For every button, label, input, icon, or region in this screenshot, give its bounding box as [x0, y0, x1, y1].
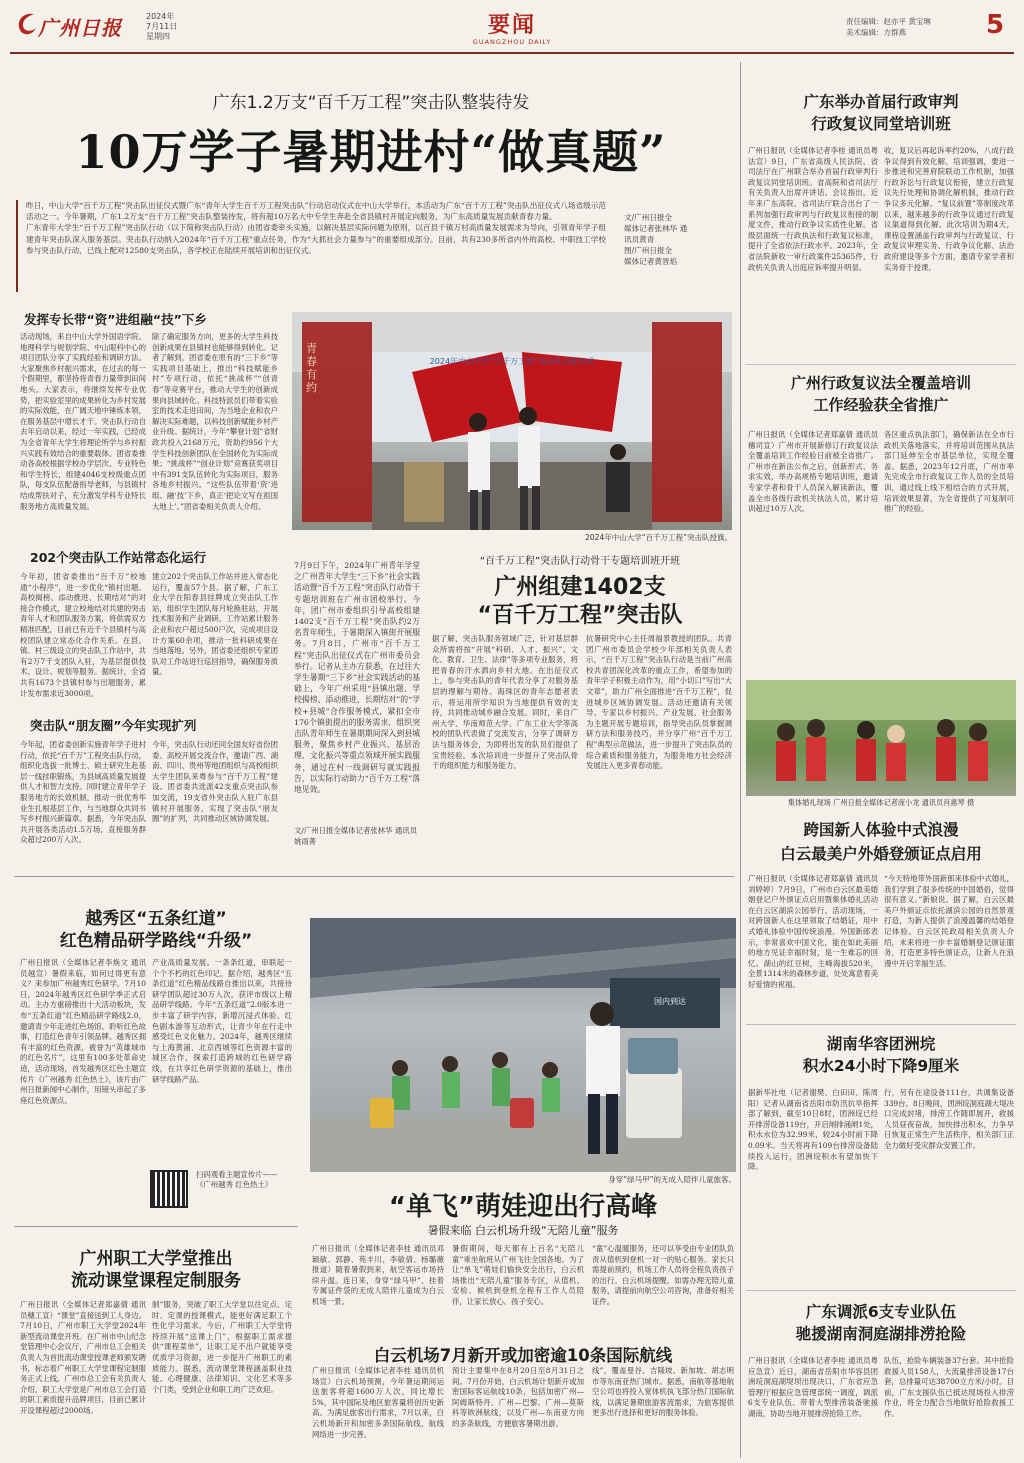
airport-sign: 国内到达	[654, 997, 686, 1006]
right4-col1: 据新华社电（记者谢樊、白田田、陈周阳）记者从湖南省岳阳市防汛抗旱指挥部了解到，截至10日8时，团洲垸已经开排涝设备119台，开启闸排涌闸1处，积水水位为32.99米，较24小时前下降0.09米。当天将再有109台排涝设备陆续投入运行，团洲垸积水有望加快下降。	[748, 1088, 878, 1172]
vocational-col1: 广州日报讯（全媒体记者郑嘉倩 通讯员穗工宣）“课堂”直接送到工人身边。7月10日，广州市职工大学堂2024年新型流动课堂开班。在广州市中山纪念堂管理中心会议厅，广州市总工会相关负责人为首批流动课堂授课老师颁发聘书，标志着广州职工大学堂课程定制服务正式上线。广州市总工会有关负责人介绍，职工大学堂是广州市总工会打造的职工素质提升品牌项目，目前已累计开设课程超过2000场。	[20, 1300, 146, 1415]
right4-headline-l1: 湖南华容团洲垸	[826, 1035, 936, 1053]
right1-headline-l2: 行政复议同堂培训班	[811, 115, 951, 133]
right5-headline-l2: 驰援湖南洞庭湖排涝抢险	[795, 1325, 967, 1343]
divider	[14, 1226, 298, 1227]
sub1-title: 发挥专长带“资”进组融“技”下乡	[24, 312, 207, 327]
column-divider	[740, 62, 741, 1458]
qr-code	[150, 1170, 188, 1208]
sub3-col1: 今年起，团省委创新实施青年学子进村行动，依托“百千万”工程突击队行动，组织化选拔一批博士、硕士研究生赴基层一线挂职锻炼，为县域高质量发展提供人才和智力支持。同时建立青年学子服务地方的长效机制，推动一批优秀毕业生扎根基层工作，与当地群众共同书写乡村振兴新篇章。据悉，今年突击队共开展各类活动1.5万场，直接服务群众超过200万人次。	[20, 740, 146, 845]
baiyun-col3: “童”心温暖服务，还可以享受由专业团队负责从值机到登机一对一的贴心服务。家长只需提前预约，机场工作人员将全程负责孩子的出行。白云机场提醒，如需办理无陪儿童服务，请提前向航空公司咨询，准备好相关证件。	[592, 1244, 734, 1306]
right3-headline-l2: 白云最美户外婚登颁证点启用	[780, 845, 982, 863]
yuexiu-col1: 广州日报讯（全媒体记者李焕文 通讯员越宣）暑假来临，如何过得更有意义？来参加广州越秀红色研学。7月10日，2024年越秀区红色研学季正式启动。主办方重磅推出十大活动板块，发布“五条红道”红色精品研学路线2.0，邀请青少年走进红色场馆、聆听红色故事，打造红色青年引领品牌。越秀区拥有丰富的红色资源，被誉为“英雄城市的红色名片”，这里有100多处革命史迹，活动现场，首发越秀区红色主题宣传片《广州越秀 红色热土》，该片由广州日报新闻中心制作，用镜头串起了多座红色资源点。	[20, 958, 146, 1105]
article-1402-kicker: “百千万工程”突击队行动骨干专题培训班开班	[479, 556, 681, 567]
editor-credits	[846, 16, 931, 38]
right2-headline-l2: 工作经验获全省推广	[813, 396, 949, 414]
art-editor-line: 美术编辑：方群燕	[846, 28, 906, 37]
divider	[746, 1024, 1016, 1025]
airport-illustration	[310, 918, 736, 1172]
right1-col1: 广州日报讯（全媒体记者李桂 通讯员粤法宣）9日，广东省高级人民法院、省司法厅在广州联合举办首届行政审判行政复议同堂培训班。省高院和省司法厅有关负责人出席并讲话。会议指出，近年来广东高院、省司法厅联合出台了一系列加强行政审判与行政复议衔接的制度文件，推动行政争议实质性化解。省级层面统一行政执法和行政复议标准，提升了全省依法行政水平。2023年，全省法院新收一审行政案件25365件，行政机关负责人出庭应诉率提升明显。	[748, 146, 878, 272]
date-weekday: 星期四	[146, 32, 170, 41]
photo-wedding	[746, 680, 1016, 796]
lead-intro-box	[16, 200, 608, 292]
logo-swirl-icon	[14, 10, 40, 38]
sub1-col2: 除了确定服务方向，更多的大学生科技创新成果在县镇村也能够得到转化。记者了解到，团省委在原有的“三下乡”等实践项目基础上，推出“科技赋能乡村”专项行动，依托“挑战杯”“创青春”等竞赛平台，推动大学生的创新成果向县域转化。科技特派员们带着实验室的技术走进田间，为当地企业和农户解决实际难题，以科技创新赋能乡村产业升级。据统计，今年“攀登计划”省财政共投入2168万元，资助约956个大学生科技创新团队在全国转化为实际成果；“挑战杯”“创业计划”竞赛获奖项目中有391支队伍转化为实际项目，服务各地乡村振兴。“这些队伍带着‘资’进组、融‘技’下乡，真正‘把论文写在祖国大地上’。”团省委相关负责人介绍。	[152, 332, 278, 511]
sub1-col1: 活动现场，来自中山大学外国语学院、地理科学与规划学院、中山眼科中心的项目团队分享了实践经验和调研方法。大家聚焦乡村振兴需求，在过去的每一个假期里，都坚持将青春力量带到田间地头。大家表示，将继续发挥专业优势，把实验室里的成果转化为乡村发展的实际效能，在广阔天地中锤炼本领，在服务基层中增长才干。突击队行动自去年启动以来，经过一年实践，已经成为全省青年大学生将理论所学与乡村振兴实践有效结合的重要载体。团省委推动各高校根据学校办学层次、专业特色和学生特长，组建4046支校级重点团队，每支队伍配备指导老师，与县镇村结成帮扶对子，充分激发学科专业特长服务地方高质量发展。	[20, 332, 146, 511]
logo-text: 广州日报	[38, 16, 122, 40]
yuexiu-col2: 产业高质量发展。一条条红道，串联起一个个不朽的红色印记。据介绍，越秀区“五条红道”红色精品线路自推出以来，共接待研学团队超过30万人次，获评市级以上精品研学线路。今年“五条红道”2.0版本进一步丰富了研学内容，新增沉浸式体验、红色剧本游等互动形式，让青少年在行走中感受红色文化魅力。2024年，越秀区继续与上海黄浦、北京西城等红色资源丰富的城区合作，探索打造跨城的红色研学路线，在共享红色研学资源的基础上，推出研学线路产品。	[152, 958, 292, 1084]
sub2-col1: 今年初，团省委推出“百千万”校地通“小程序”，进一步优化“镇村出题、高校揭榜、添动推进、长期结对”的对接合作模式，建立校地结对共建的突击青年人才和团队服务方案，将供需双方精准匹配，目前已有近千个县镇村与高校团队建立常态化合作关系。在县、镇、村三级设立的突击队工作站中，共有2万7千支团队入驻，为基层提供技术、设计、规划等服务。据统计，全省共有1673个县镇村参与出题服务，累计发布需求近3000项。	[20, 572, 146, 698]
baiyun-intl-col1: 广州日报讯（全媒体记者李桂 通讯员机场宣）白云机场预测，今年暑运期间运送旅客将超1600万人次，同比增长5%，其中国际及地区旅客量将创历史新高。为满足旅客出行需求，7月以来，白云机场新开和加密多条国际航线，航线网络进一步完善。	[312, 1366, 444, 1439]
baiyun-intl-col2: 预计主要集中在8月20日至8月31日之间。7月份开始，白云机场计划新开或加密国际客运航线10条，包括加密广州—阿姆斯特丹、广州—巴黎、广州—莫斯科等欧洲航线，以及广州—东南亚方向的多条航线，方便旅客暑期出游。	[452, 1366, 584, 1428]
right5-col2: 队伍，抢险车辆装备37台套。其中抢险救援人员158人，大流量排涝设备17台套，总排量可达38700立方米/小时。目前，广东支援队伍已抵达现场投入排涝作业，将全力配合当地做好抢险救援工作。	[884, 1356, 1014, 1418]
lead-kicker: 广东1.2万支“百千万工程”突击队整装待发	[212, 93, 530, 113]
photo1-banner-text: 2024年中山大学“百千万工程”突击队出征仪式	[429, 357, 595, 366]
issue-date	[146, 12, 177, 42]
sub2-title: 202个突击队工作站常态化运行	[30, 550, 207, 565]
qr-caption: 扫码观看主题宣传片——《广州越秀 红色热土》	[196, 1170, 278, 1190]
masthead	[0, 0, 1024, 58]
vocational-col2: 制”服务，突破了职工大学堂以往定点、定时、定课的授课模式，能更好满足职工个性化学习需求。今后，广州职工大学堂将持续开展“送课上门”，根据职工需求提供“课程菜单”，让职工足不出户就能享受优质学习资源，进一步提升广州职工的素质能力。据悉，流动课堂课程涵盖职业技能、心理健康、法律知识、文化艺术等多个门类，受到企业和职工的广泛欢迎。	[152, 1300, 292, 1394]
right3-headline-l1: 跨国新人体验中式浪漫	[803, 821, 959, 839]
yuexiu-headline-l2: 红色精品研学路线“升级”	[59, 931, 253, 951]
baiyun-intl-col3: 线”，覆盖曼谷、吉隆坡、新加坡、胡志明市等东南亚热门城市。据悉，南航等基地航空公司也将投入宽体机执飞部分热门国际航线，以满足暑期旅游客流需求，为旅客提供更多出行选择和更好的服务体验。	[592, 1366, 734, 1418]
divider	[746, 1290, 1016, 1291]
baiyun-headline: “单飞”萌娃迎出行高峰	[388, 1192, 658, 1222]
baiyun-subhead: 暑假来临 白云机场升级“无陪儿童”服务	[427, 1224, 619, 1237]
vocational-headline-l2: 流动课堂课程定制服务	[71, 1271, 241, 1291]
right2-col2: 各区重点执法部门，确保新法在全市行政机关落地落实，并将培训范围从执法部门延伸至全市基层单位，实现全覆盖。据悉，2023年12月底，广州市率先完成全市行政复议工作人员的全员培训，通过线上线下相结合的方式开展，培训效果显著，为全省提供了可复制可推广的经验。	[884, 430, 1014, 514]
lead-intro-p1: 昨日，中山大学“百千万工程”突击队出征仪式暨广东“青年大学生百千万工程突击队”行动启动仪式在中山大学举行，本活动为广东“百千万工程”突击队出征仪式八场省级示范活动之一。今年暑期，广东1.2万支“百千万工程”突击队整装待发，将有超10万名大中专学生奔赴全省县镇村开展定向服务，为广东高质量发展贡献青春力量。	[26, 201, 606, 222]
divider	[14, 876, 734, 877]
lead-intro	[26, 200, 606, 292]
mid-story-byline: 文/广州日报全媒体记者张林华 通讯员姚雨菁	[294, 826, 418, 846]
right2-col1: 广州日报讯（全媒体记者郑嘉倩 通讯员穗司宣）广州市开展新修订行政复议法全覆盖培训工作经验日前被全省推广。广州市在新法公布之后，创新形式、务求实效，举办高规格专题培训班，邀请专家学者和骨干人员深入解读新法，覆盖全市各级行政机关执法人员，累计培训超过10万人次。	[748, 430, 878, 514]
photo1-side-text: 青春有约	[306, 342, 317, 394]
right1-col2: 收，复议后再起诉率约20%，八成行政争议得到有效化解。培训强调，要进一步推进和完善府院联动工作机制，加强行政诉讼与行政复议衔接，建立行政复议先行处理和协调化解机制，推动行政争议多元化解。“复议前置”等制度改革以来，越来越多的行政争议通过行政复议渠道得到化解。此次培训为期4天，课程设置涵盖行政审判与行政复议、行政复议审理实务、行政争议化解、法治政府建设等多个方面，邀请专家学者和实务骨干授课。	[884, 146, 1014, 272]
right4-headline-l2: 积水24小时下降9厘米	[802, 1057, 960, 1075]
right2-headline-l1: 广州行政复议法全覆盖培训	[790, 374, 971, 392]
byline-line: 文/广州日报全	[624, 213, 673, 222]
byline-line: 讯员黄青	[624, 235, 655, 244]
section-title-en: GUANGZHOU DAILY	[472, 38, 552, 46]
photo3-caption: 集体婚礼现场 广州日报全媒体记者庞小龙 通讯员肖惠琴 摄	[787, 798, 975, 807]
flag-ceremony-illustration	[292, 312, 732, 530]
baiyun-col1: 广州日报讯（全媒体记者李桂 通讯员邓颖敏、郭静、苑丰川、李敏倩、杨璐薇报道）随着暑假到来，航空客运市场持续升温。连日来，身穿“绿马甲”、挂着专属证件袋的无成人陪伴儿童成为白云机场一景。	[312, 1244, 444, 1306]
editor-line: 责任编辑：赵亦平 黄宝琳	[846, 17, 931, 26]
article-1402-col2: 抗暑研究中心主任周福景教授的团队。共青团广州市委员会学校少年部相关负责人表示，“百千万工程”突击队行动是当前广州高校共青团深化改革的重点工作，希望参加的青年学子积极主动作为，用“小切口”写出“大文章”，助力广州全面推进“百千万工程”，促进城乡区域协调发展。活动还邀请有关领导、专家以乡村振兴、产业发展、社会服务为主题开展专题培训，指导突击队员掌握调研方法和服务技巧，并分享广州“百千万工程”典型示范做法，进一步提升了突击队员的综合素质和服务能力，为服务地方社会经济发展注入更多青春动能。	[586, 634, 732, 771]
wedding-illustration	[746, 680, 1016, 796]
divider	[746, 364, 1016, 365]
right5-headline-l1: 广东调派6支专业队伍	[805, 1303, 957, 1321]
page-number: 5	[985, 10, 1005, 40]
right3-col1: 广州日报讯（全媒体记者郑嘉倩 通讯员刘婷婷）7月9日，广州市白云区最美婚姻登记户外颁证点启用暨集体婚礼活动在白云区湖滨公园举行。活动现场，一对跨国新人在这里领取了结婚证，用中式婚礼体验中国传统浪漫。外国新郎表示，非常喜欢中国文化，能在如此美丽的地方见证幸福时刻，是一生难忘的回忆。湖山的红豆树，主峰海拔520米，全景1314米的森林步道，处处寓意着美好爱情的祝福。	[748, 874, 878, 989]
vocational-headline-l1: 广州职工大学堂推出	[79, 1249, 233, 1269]
right4-col2: 行，另有在途设备111台，共调集设备339台。8日晚间，团洲垸洞庭湖大堤决口完成封堵，排涝工作随即展开，救援人员昼夜奋战，加快排出积水，力争早日恢复正常生产生活秩序，相关部门正全力做好受灾群众安置工作。	[884, 1088, 1014, 1150]
photo-airport-children	[310, 918, 736, 1172]
article-1402-col1: 据了解，突击队服务领域广泛，针对基层群众所需将按“开展“科研、人才、振兴”、文化、教育、卫生、法律”等多项专业服务，将把青春的汗水洒向乡村大地。在出征仪式上，参与突击队的青年代表分享了对服务基层的理解与期待。海珠区的青年志愿者表示，将运用所学知识为当地提供有效的支持，共同推动城乡融合发展。同时，来自广州大学、华南师范大学、广东工业大学等高校的团队代表做了交流发言，分享了调研方法与服务体会，为即将出发的队员们提供了宝贵经验。本次培训进一步提升了突击队骨干的组织能力和服务能力。	[432, 634, 578, 771]
sub3-title: 突击队“朋友圈”今年实现扩列	[30, 718, 197, 733]
lead-intro-p2: 广东青年大学生“百千万工程”突击队行动（以下简称突击队行动）由团省委牵头实施，以解决基层实际问题为原则，以百县千镇万村高质量发展需求为导向，引领青年学子组建青年突击队深入服务基层。突击队行动纳入2024年“百千万工程”重点任务，作为“大抓社会力量参与”的重要组成部分。目前，共有230多所省内外的高校、中职技工学校参与突击队行动，已线上配对12580支突击队，各学校正在陆续开展培训和出征仪式。	[26, 223, 606, 255]
photo1-caption: 2024年中山大学“百千万工程”突击队授旗。	[585, 533, 732, 542]
right3-col2: “今天特地带外国新郎来体验中式婚礼，我们学到了很多传统的中国婚俗，觉得很有意义。”新娘说。据了解，白云区最美户外颁证点依托湖滨公园的自然景观打造，为新人提供了浪漫温馨的结婚登记体验。白云区民政局相关负责人介绍，未来将进一步丰富婚姻登记颁证服务，打造更多特色颁证点，让新人在浪漫中开启幸福生活。	[884, 874, 1014, 968]
lead-byline	[624, 212, 728, 267]
photo-flag-ceremony	[292, 312, 732, 530]
right1-headline-l1: 广东举办首届行政审判	[803, 93, 959, 111]
photo2-caption: 身穿“绿马甲”的无成人陪伴儿童旅客。	[608, 1175, 736, 1184]
article-1402-headline-l1: 广州组建1402支	[494, 575, 666, 600]
sub2-col2: 建立202个突击队工作站并进入常态化运行，覆盖57个县。据了解，广东工业大学在阳春县挂牌成立突击队工作站，组织学生团队每月轮换驻站，开展技术服务和产业调研。工作站累计服务企业和农户超过500户次，完成项目设计方案60余项，推动一批科研成果在当地落地。另外，团省委还组织专家团队对工作站进行巡回指导，确保服务质量。	[152, 572, 278, 677]
yuexiu-headline-l1: 越秀区“五条红道”	[85, 909, 227, 929]
byline-line: 媒体记者黄晋焰	[624, 257, 678, 266]
article-1402-headline-l2: “百千万工程”突击队	[477, 603, 683, 628]
date-year: 2024年	[146, 12, 175, 21]
newspaper-logo	[14, 8, 124, 40]
mid-story-text: 7月9日下午，2024年广州青年学堂之广州青年大学生“三下乡”社会实践活动暨“百千万工程”突击队行动骨干专题培训班在广州市团校举行。今年，团广州市委组织引导高校组建1402支“百千万工程”突击队约2万名青年师生，于暑期深入镇街开展服务。7月8日，广州市“百千万工程”突击队出征仪式在广州市委员会举行。记者从主办方获悉，在过往大学生暑期“三下乡”社会实践活动的基础上，今年广州采用“县镇出题、学校揭榜、添动推进、长期结对”的“学校+县城”合作服务模式，紧扣全市176个镇街提出的服务需求，组织突击队青年师生在暑期期间深入到县城服务，聚焦乡村产业振兴、基层治理、文化振兴等重点领域开展实践服务，通过在村一线调研写就实践报告，以实际行动助力“百千万工程”落地见效。	[294, 561, 420, 795]
byline-line: 图/广州日报全	[624, 246, 673, 255]
right5-col1: 广州日报讯（全媒体记者李桂 通讯员粤应急宣）近日，湖南省岳阳市华容县团洲垸洞庭湖堤坝出现决口，广东省应急管理厅根据应急管理部统一调度，调派6支专业队伍、带着大型排涝装备驰援湖南，协助当地开展排涝抢险工作。	[748, 1356, 878, 1418]
byline-line: 媒体记者张林华 通	[624, 224, 688, 233]
baiyun-col2: 暑假期间，每天都有上百名“无陪儿童”乘坐航班从广州飞往全国各地。为了让“单飞”萌娃们愉快安全出行，白云机场推出“无陪儿童”服务专区，从值机、安检、候机到登机全程有工作人员陪伴，让家长放心、孩子安心。	[452, 1244, 584, 1306]
sub3-col2: 今年，突击队行动还同全国友好省份团委、高校开展交流合作，邀请广西、湖南、四川、贵州等地团组织与高校组织大学生团队来粤参与“百千万工程”建设。团省委共选派42支重点突击队参加交流，19支省外突击队入驻广东县镇村开展服务，实现了突击队“朋友圈”的扩列，共同推动区域协调发展。	[152, 740, 278, 824]
baiyun-intl-headline: 白云机场7月新开或加密逾10条国际航线	[373, 1346, 673, 1365]
date-day: 7月11日	[146, 22, 178, 31]
section-title: 要闻	[487, 13, 536, 38]
masthead-rule	[10, 52, 1014, 54]
lead-headline: 10万学子暑期进村“做真题”	[75, 125, 667, 179]
